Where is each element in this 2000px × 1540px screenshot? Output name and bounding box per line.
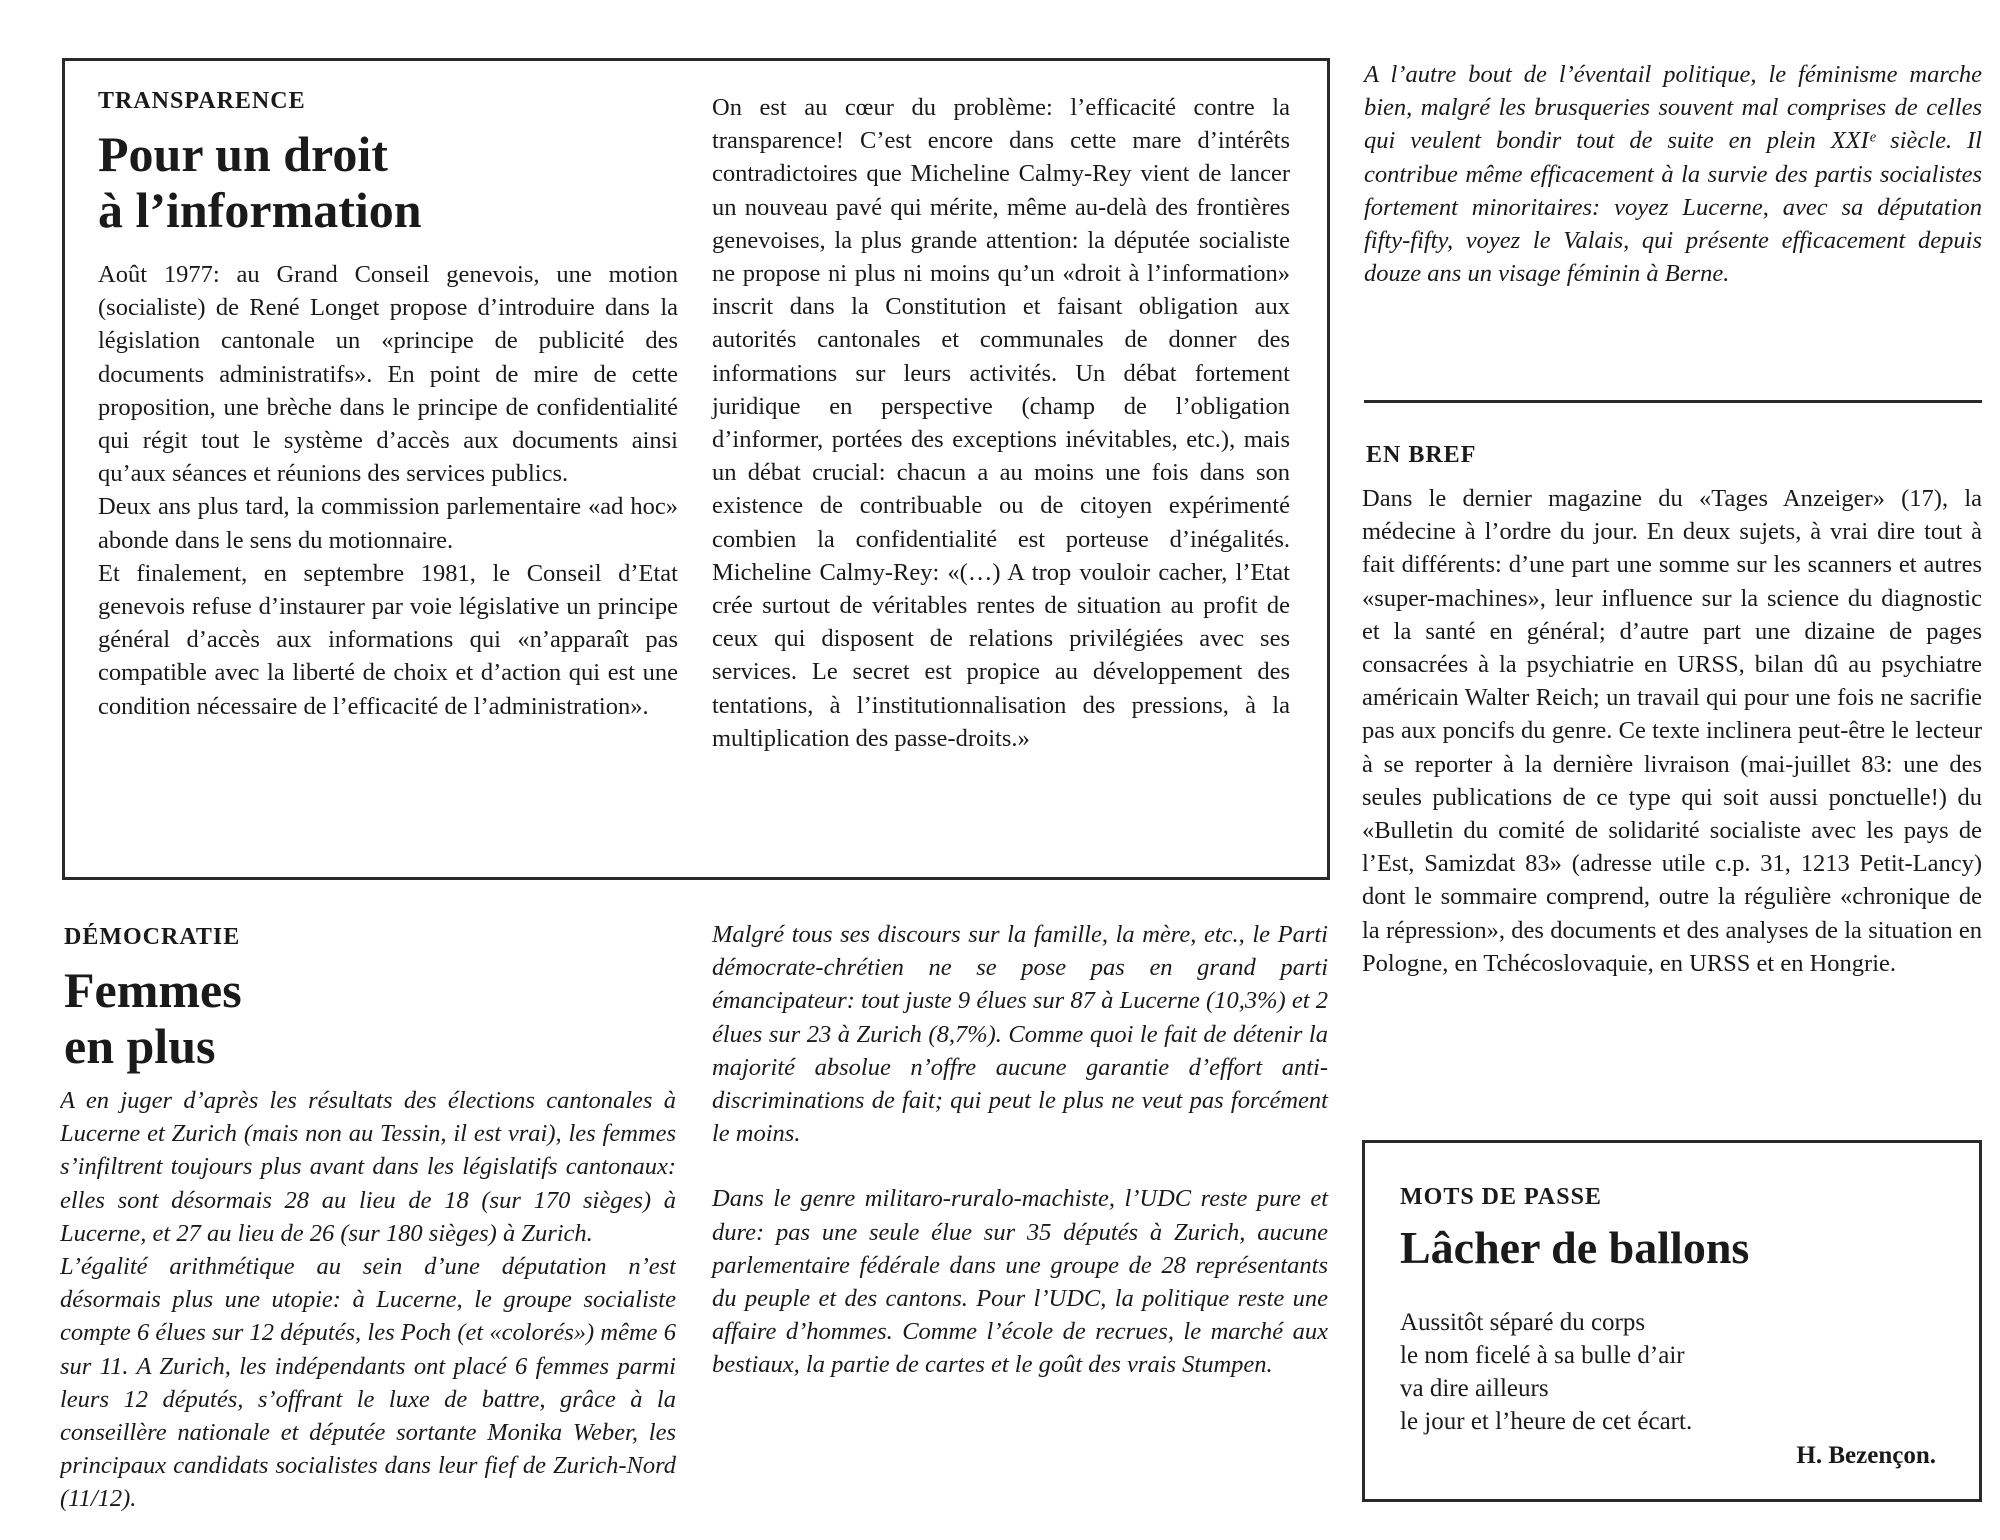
poem-line: le jour et l’heure de cet écart. [1400,1408,1693,1435]
column-divider-rule [1364,400,1982,403]
paragraph: On est au cœur du problème: l’efficacité contre la transparence! C’est encore dans cette mare d’intérêts contradictoires que Micheline Calmy-Rey vient de lancer un nouveau pavé qui mérite, même au-delà des frontières genevoises, la plus grande attention: la députée socialiste ne propose ni plus ni moins qu’un «droit à l’information» inscrit dans la Constitution et faisant obligation aux autorités cantonales et communales de donner des informations sur leurs activités. Un débat fortement juridique en perspective (champ de l’obligation d’informer, portées des exceptions inévitables, etc.), mais un débat crucial: chacun a au moins une fois dans son existence de contribuable ou de citoyen expérimenté combien la confidentialité est porteuse d’inégalités. Micheline Calmy-Rey: «(…) A trop vouloir cacher, l’Etat crée surtout de véritables rentes de situation au profit de ceux qui disposent de relations privilégiées avec ses services. Le secret est propice au développement des tentations, à l’institutionnalisation des pressions, à la multiplication des passe-droits.» [712,94,1290,752]
paragraph: Août 1977: au Grand Conseil genevois, une motion (socialiste) de René Longet propose d’introduire dans la législation cantonale un «principe de publicité des documents administratifs». En point de mire de cette proposition, une brèche dans le principe de confidentialité qui régit tout le système d’accès aux documents ainsi qu’aux séances et réunions des services publics. [98,261,678,488]
democratie-column-3 [1364,58,1982,290]
paragraph: A l’autre bout de l’éventail politique, le féminisme marche bien, malgré les brusqueries souvent mal comprises de celles qui veulent bondir tout de suite en plein XXIᵉ siècle. Il contribue même efficacement à la survie des partis socialistes fortement minoritaires: voyez Lucerne, avec sa députation fifty-fifty, voyez le Valais, qui présente efficacement depuis douze ans un visage féminin à Berne. [1364,61,1982,288]
headline-transparence [98,126,422,238]
poem-line: va dire ailleurs [1400,1375,1549,1402]
section-label-mots-de-passe: MOTS DE PASSE [1400,1184,1602,1210]
headline-line-1: Pour un droit [98,126,388,182]
paragraph: A en juger d’après les résultats des élections cantonales à Lucerne et Zurich (mais non au Tessin, il est vrai), les femmes s’infiltrent toujours plus avant dans les législatifs cantonaux: elles sont désormais 28 au lieu de 18 (sur 170 sièges) à Lucerne, et 27 au lieu de 26 (sur 180 sièges) à Zurich. [60,1087,676,1247]
paragraph: L’égalité arithmétique au sein d’une députation n’est désormais plus une utopie: à Lucerne, le groupe socialiste compte 6 élues sur 12 députés, les Poch (et «colorés») même 6 sur 11. A Zurich, les indépendants ont placé 6 femmes parmi leurs 12 députés, s’offrant le luxe de battre, grâce à la conseillère nationale et députée sortante Monika Weber, les principaux candidats socialistes dans leur fief de Zurich-Nord (11/12). [60,1253,676,1513]
en-bref-text [1362,482,1982,980]
author-signature: H. Bezençon. [1796,1442,1936,1469]
paragraph: Dans le genre militaro-ruralo-machiste, l’UDC reste pure et dure: pas une seule élue sur 35 députés à Zurich, aucune parlementaire fédérale dans une groupe de 28 représentants du peuple et des cantons. Pour l’UDC, la politique reste une affaire d’hommes. Comme l’école de recrues, le marché aux bestiaux, la partie de cartes et le goût des vrais Stumpen. [712,1185,1328,1379]
democratie-column-1 [60,1084,676,1524]
transparence-column-1 [98,258,678,723]
headline-democratie [64,962,242,1074]
paragraph: Malgré tous ses discours sur la famille, la mère, etc., le Parti démocrate-chrétien ne se pose pas en grand parti émancipateur: tout juste 9 élues sur 87 à Lucerne (10,3%) et 2 élues sur 23 à Zurich (8,7%). Comme quoi le fait de détenir la majorité absolue n’offre aucune garantie d’effort anti-discriminations de fait; qui peut le plus ne veut pas forcément le moins. [712,921,1328,1148]
section-label-en-bref: EN BREF [1366,442,1477,468]
headline-mots-de-passe: Lâcher de ballons [1400,1222,1750,1273]
poem-line: le nom ficelé à sa bulle d’air [1400,1342,1685,1369]
democratie-column-2 [712,918,1328,1382]
poem-line: Aussitôt séparé du corps [1400,1309,1646,1336]
headline-line-1: Femmes [64,962,242,1018]
paragraph: Dans le dernier magazine du «Tages Anzeiger» (17), la médecine à l’ordre du jour. En deux sujets, à vrai dire tout à fait différents: d’une part une somme sur les scanners et autres «super-machines», leur influence sur la science du diagnostic et la santé en général; d’autre part une dizaine de pages consacrées à la psychiatrie en URSS, bilan dû au psychiatre américain Walter Reich; un travail qui pour une fois ne sacrifie pas aux poncifs du genre. Ce texte inclinera peut-être le lecteur à se reporter à la dernière livraison (mai-juillet 83: une des seules publications de ce type qui soit aussi ponctuelle!) du «Bulletin du comité de solidarité socialiste avec les pays de l’Est, Samizdat 83» (adresse utile c.p. 31, 1213 Petit-Lancy) dont le sommaire comprend, outre la régulière «chronique de la répression», des documents et des analyses de la situation en Pologne, en Tchécoslovaquie, en URSS et en Hongrie. [1362,485,1982,977]
headline-line-2: à l’information [98,182,422,238]
section-label-democratie: DÉMOCRATIE [64,924,241,950]
section-label-transparence: TRANSPARENCE [98,88,306,114]
headline-line-2: en plus [64,1018,216,1074]
paragraph: Deux ans plus tard, la commission parlementaire «ad hoc» abonde dans le sens du motionnaire. [98,493,678,554]
transparence-column-2 [712,91,1290,755]
poem [1400,1306,1692,1438]
paragraph: Et finalement, en septembre 1981, le Conseil d’Etat genevois refuse d’instaurer par voie législative un principe général d’accès aux informations qui «n’apparaît pas compatible avec la liberté de choix et d’action qui est une condition nécessaire de l’efficacité de l’administration». [98,559,678,720]
